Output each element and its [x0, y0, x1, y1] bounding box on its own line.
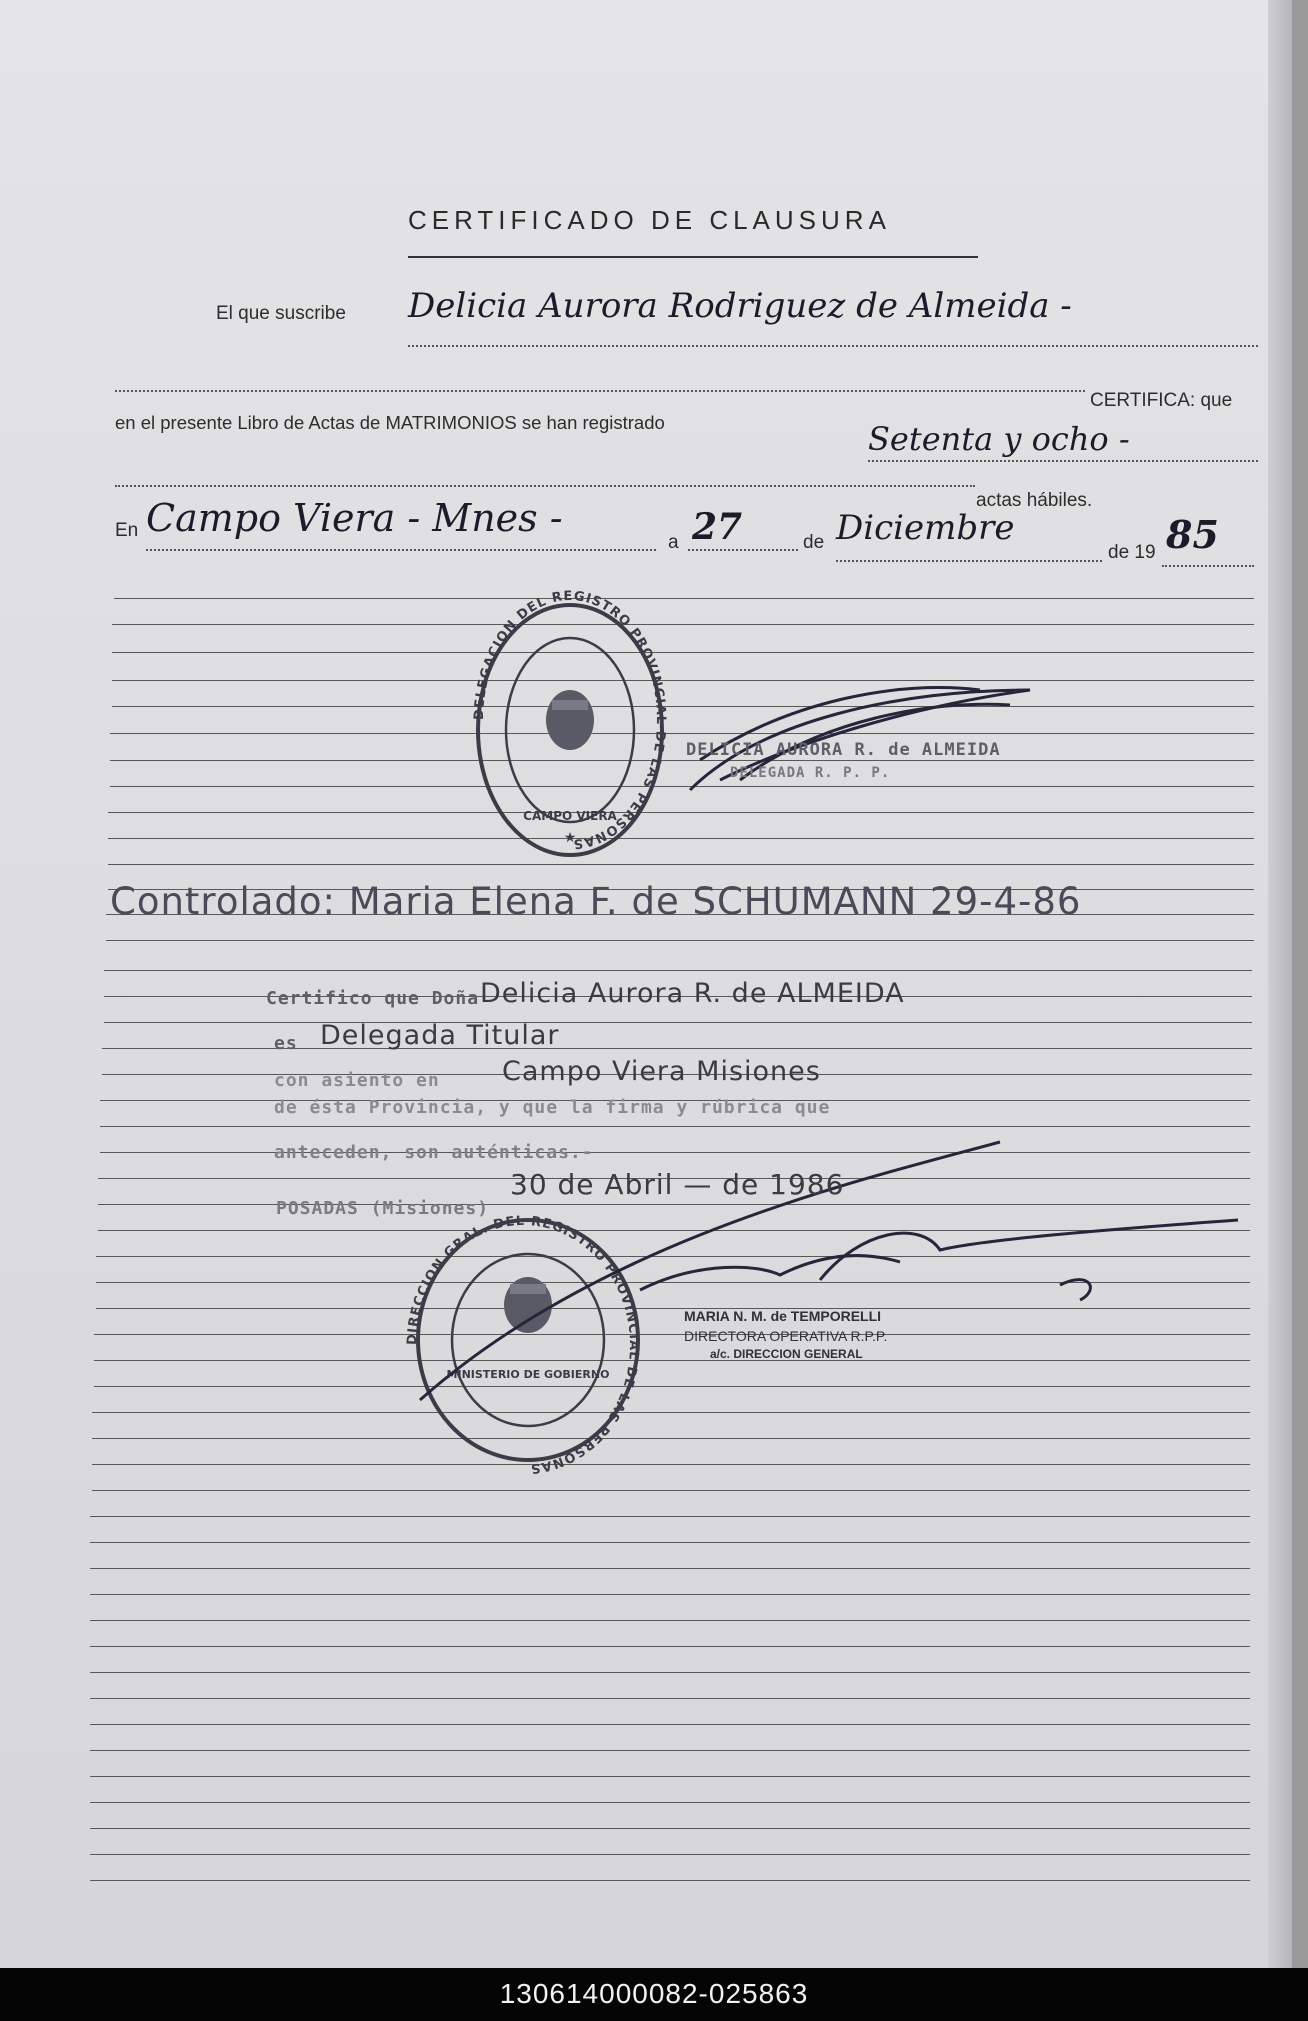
year-value: 85: [1166, 512, 1219, 557]
cert-place-typed: POSADAS (Misiones): [276, 1198, 490, 1219]
signature2-sub: a/c. DIRECCION GENERAL: [710, 1347, 863, 1361]
coat-of-arms-icon: [546, 690, 594, 750]
signature2-name: MARIA N. M. de TEMPORELLI: [684, 1308, 882, 1324]
certifica-label: CERTIFICA: que: [1090, 390, 1233, 411]
de19-label: de 19: [1108, 542, 1156, 563]
stamp2-ring-text: DIRECCION GRAL. DEL REGISTRO PROVINCIAL DE LAS PERSONAS: [404, 1213, 642, 1476]
cert-line1-hand: Delicia Aurora R. de ALMEIDA: [480, 978, 905, 1009]
en-label: En: [115, 520, 139, 541]
suscribe-name: Delicia Aurora Rodriguez de Almeida -: [408, 286, 1072, 326]
day-value: 27: [692, 506, 743, 548]
signature1-name-stamp: DELICIA AURORA R. de ALMEIDA: [686, 740, 1001, 760]
document-id: 130614000082-025863: [499, 1978, 809, 2009]
cert-line3-typed: con asiento en: [274, 1070, 440, 1091]
controlado-note: Controlado: Maria Elena F. de SCHUMANN 29-4-86: [110, 880, 1082, 923]
signature1-role-stamp: DELEGADA R. P. P.: [730, 765, 891, 781]
registro-count: Setenta y ocho -: [868, 420, 1130, 458]
place-name: Campo Viera - Mnes -: [146, 496, 563, 540]
coat-of-arms-icon: [504, 1277, 552, 1333]
registro-text: en el presente Libro de Actas de MATRIMONIOS se han registrado: [115, 412, 665, 433]
page-title: CERTIFICADO DE CLAUSURA: [408, 205, 891, 235]
star-icon: ★: [563, 829, 577, 845]
cert-line3-hand: Campo Viera Misiones: [502, 1056, 821, 1087]
cert-line1-typed: Certifico que Doña: [266, 988, 480, 1009]
de-label: de: [803, 532, 825, 553]
suscribe-label: El que suscribe: [216, 303, 346, 324]
stamp2-inner-text: MINISTERIO DE GOBIERNO: [446, 1368, 610, 1381]
month-value: Diciembre: [836, 508, 1015, 548]
cert-line4-typed: de ésta Provincia, y que la firma y rúbrica que: [274, 1097, 831, 1118]
cert-line2-hand: Delegada Titular: [320, 1020, 560, 1051]
stamp1-inner-text: CAMPO VIERA: [523, 809, 617, 823]
signature2-role: DIRECTORA OPERATIVA R.P.P.: [684, 1328, 888, 1344]
a-label: a: [668, 532, 679, 553]
cert-line2-typed: es: [274, 1033, 298, 1054]
stamp1-ring-text: DELEGACION DEL REGISTRO PROVINCIAL DE LAS PERSONAS: [471, 588, 669, 852]
cert-line5-typed: anteceden, son auténticas.-: [274, 1142, 594, 1163]
actas-label: actas hábiles.: [976, 490, 1093, 511]
cert-date-hand: 30 de Abril — de 1986: [510, 1168, 845, 1201]
